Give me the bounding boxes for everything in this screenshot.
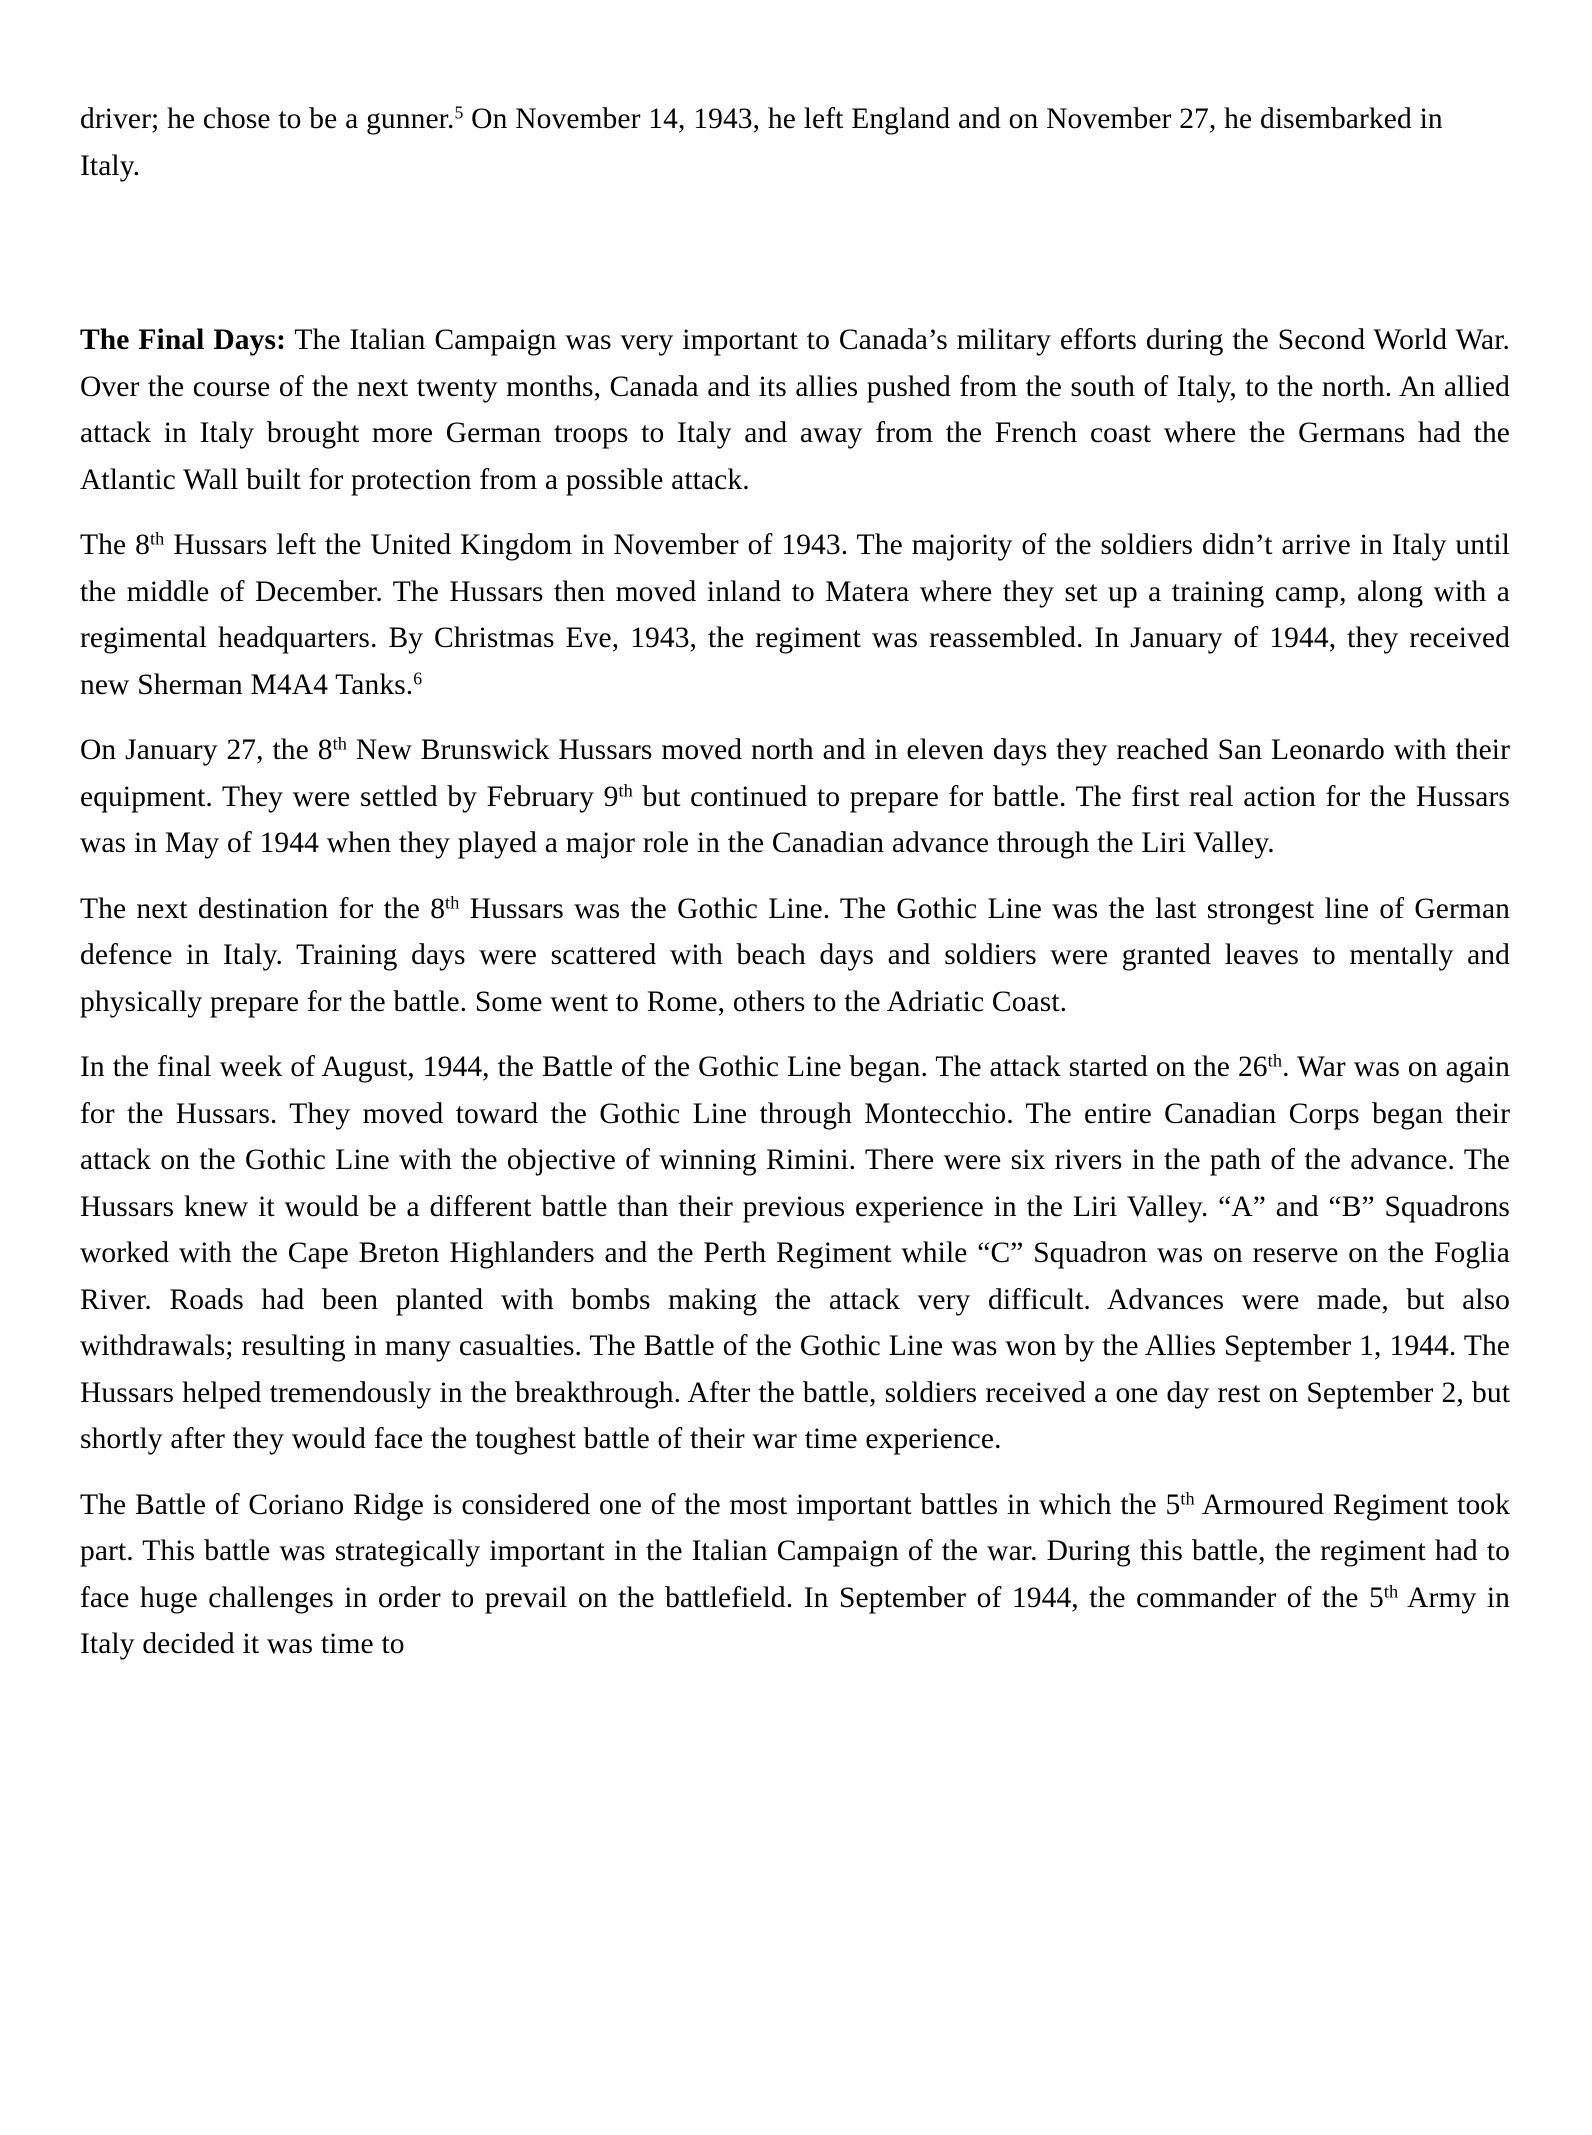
paragraph-spacer (80, 1463, 1510, 1482)
paragraph-battle-gothic-line-text-a: In the final week of August, 1944, the Battle of the Gothic Line began. The attack started on the 26 (80, 1051, 1268, 1083)
paragraph-gothic-line-prep-text-b: Hussars was the Gothic Line. The Gothic Line was the last strongest line of German defence in Italy. Training days were scattered with beach days and soldiers were granted leaves to mentally and physically prepare for the battle. Some went to Rome, others to the Adriatic Coast. (80, 892, 1510, 1018)
ordinal-suffix-th: th (445, 892, 460, 912)
ordinal-suffix-th: th (1180, 1488, 1195, 1508)
paragraph-january-advance (80, 727, 1510, 867)
paragraph-eighth-hussars-text-a: The 8 (80, 529, 150, 561)
paragraph-january-advance-text-c: but continued to prepare for battle. The first real action for the Hussars was in May of 1944 when they played a major role in the Canadian advance through the Liri Valley. (80, 780, 1510, 859)
paragraph-intro-text-a: driver; he chose to be a gunner. (80, 103, 455, 135)
paragraph-coriano-ridge-text-a: The Battle of Coriano Ridge is considered one of the most important battles in which the 5 (80, 1488, 1181, 1521)
paragraph-battle-gothic-line (80, 1044, 1510, 1463)
paragraph-gothic-line-prep (80, 886, 1510, 1026)
paragraph-eighth-hussars (80, 522, 1510, 708)
section-heading-lead-in: The Final Days: (80, 324, 286, 356)
paragraph-coriano-ridge (80, 1482, 1510, 1668)
paragraph-eighth-hussars-text-b: Hussars left the United Kingdom in November of 1943. The majority of the soldiers didn’t arrive in Italy until the middle of December. The Hussars then moved inland to Matera where they set up a training camp, along with a regimental headquarters. By Christmas Eve, 1943, the regiment was reassembled. In January of 1944, they received new Sherman M4A4 Tanks. (80, 529, 1510, 701)
paragraph-spacer (80, 708, 1510, 727)
paragraph-intro (80, 96, 1510, 189)
ordinal-suffix-th: th (1383, 1581, 1399, 1601)
section-spacer (80, 189, 1510, 317)
paragraph-january-advance-text-a: On January 27, the 8 (80, 734, 333, 766)
paragraph-spacer (80, 503, 1510, 522)
paragraph-january-advance-text-b: New Brunswick Hussars moved north and in eleven days they reached San Leonardo with their equipment. They were settled by February 9 (80, 734, 1511, 813)
ordinal-suffix-th: th (332, 733, 347, 754)
ordinal-suffix-th: th (149, 528, 165, 549)
paragraph-final-days (80, 317, 1510, 503)
paragraph-spacer (80, 1025, 1510, 1044)
paragraph-coriano-ridge-text-b: Armoured Regiment took part. This battle was strategically important in the Italian Campaign of the war. During this battle, the regiment had to face huge challenges in order to prevail on the battlefield. In September of 1944, the commander of the 5 (80, 1488, 1510, 1614)
paragraph-coriano-ridge-text-c: Army in Italy decided it was time to (80, 1581, 1511, 1660)
paragraph-battle-gothic-line-text-b: . War was on again for the Hussars. They moved toward the Gothic Line through Montecchio. The entire Canadian Corps began their attack on the Gothic Line with the objective of winning Rimini. There were six rivers in the path of the advance. The Hussars knew it would be a different battle than their previous experience in the Liri Valley. “A” and “B” Squadrons worked with the Cape Breton Highlanders and the Perth Regiment while “C” Squadron was on reserve on the Foglia River. Roads had been planted with bombs making the attack very difficult. Advances were made, but also withdrawals; resulting in many casualties. The Battle of the Gothic Line was won by the Allies September 1, 1944. The Hussars helped tremendously in the breakthrough. After the battle, soldiers received a one day rest on September 2, but shortly after they would face the toughest battle of their war time experience. (80, 1051, 1510, 1455)
paragraph-intro-text-b: On November 14, 1943, he left England and on November 27, he disembarked in Italy. (80, 103, 1443, 182)
ordinal-suffix-th: th (1267, 1050, 1283, 1071)
paragraph-final-days-text: The Italian Campaign was very important to Canada’s military efforts during the Second World War. Over the course of the next twenty months, Canada and its allies pushed from the south of Italy, to the north. An allied attack in Italy brought more German troops to Italy and away from the French coast where the Germans had the Atlantic Wall built for protection from a possible attack. (80, 324, 1510, 496)
ordinal-suffix-th: th (618, 780, 633, 800)
body-text-column (80, 96, 1510, 1668)
footnote-marker-6: 6 (413, 667, 423, 688)
footnote-marker-5: 5 (454, 102, 464, 123)
paragraph-spacer (80, 867, 1510, 886)
paragraph-gothic-line-prep-text-a: The next destination for the 8 (80, 892, 446, 925)
